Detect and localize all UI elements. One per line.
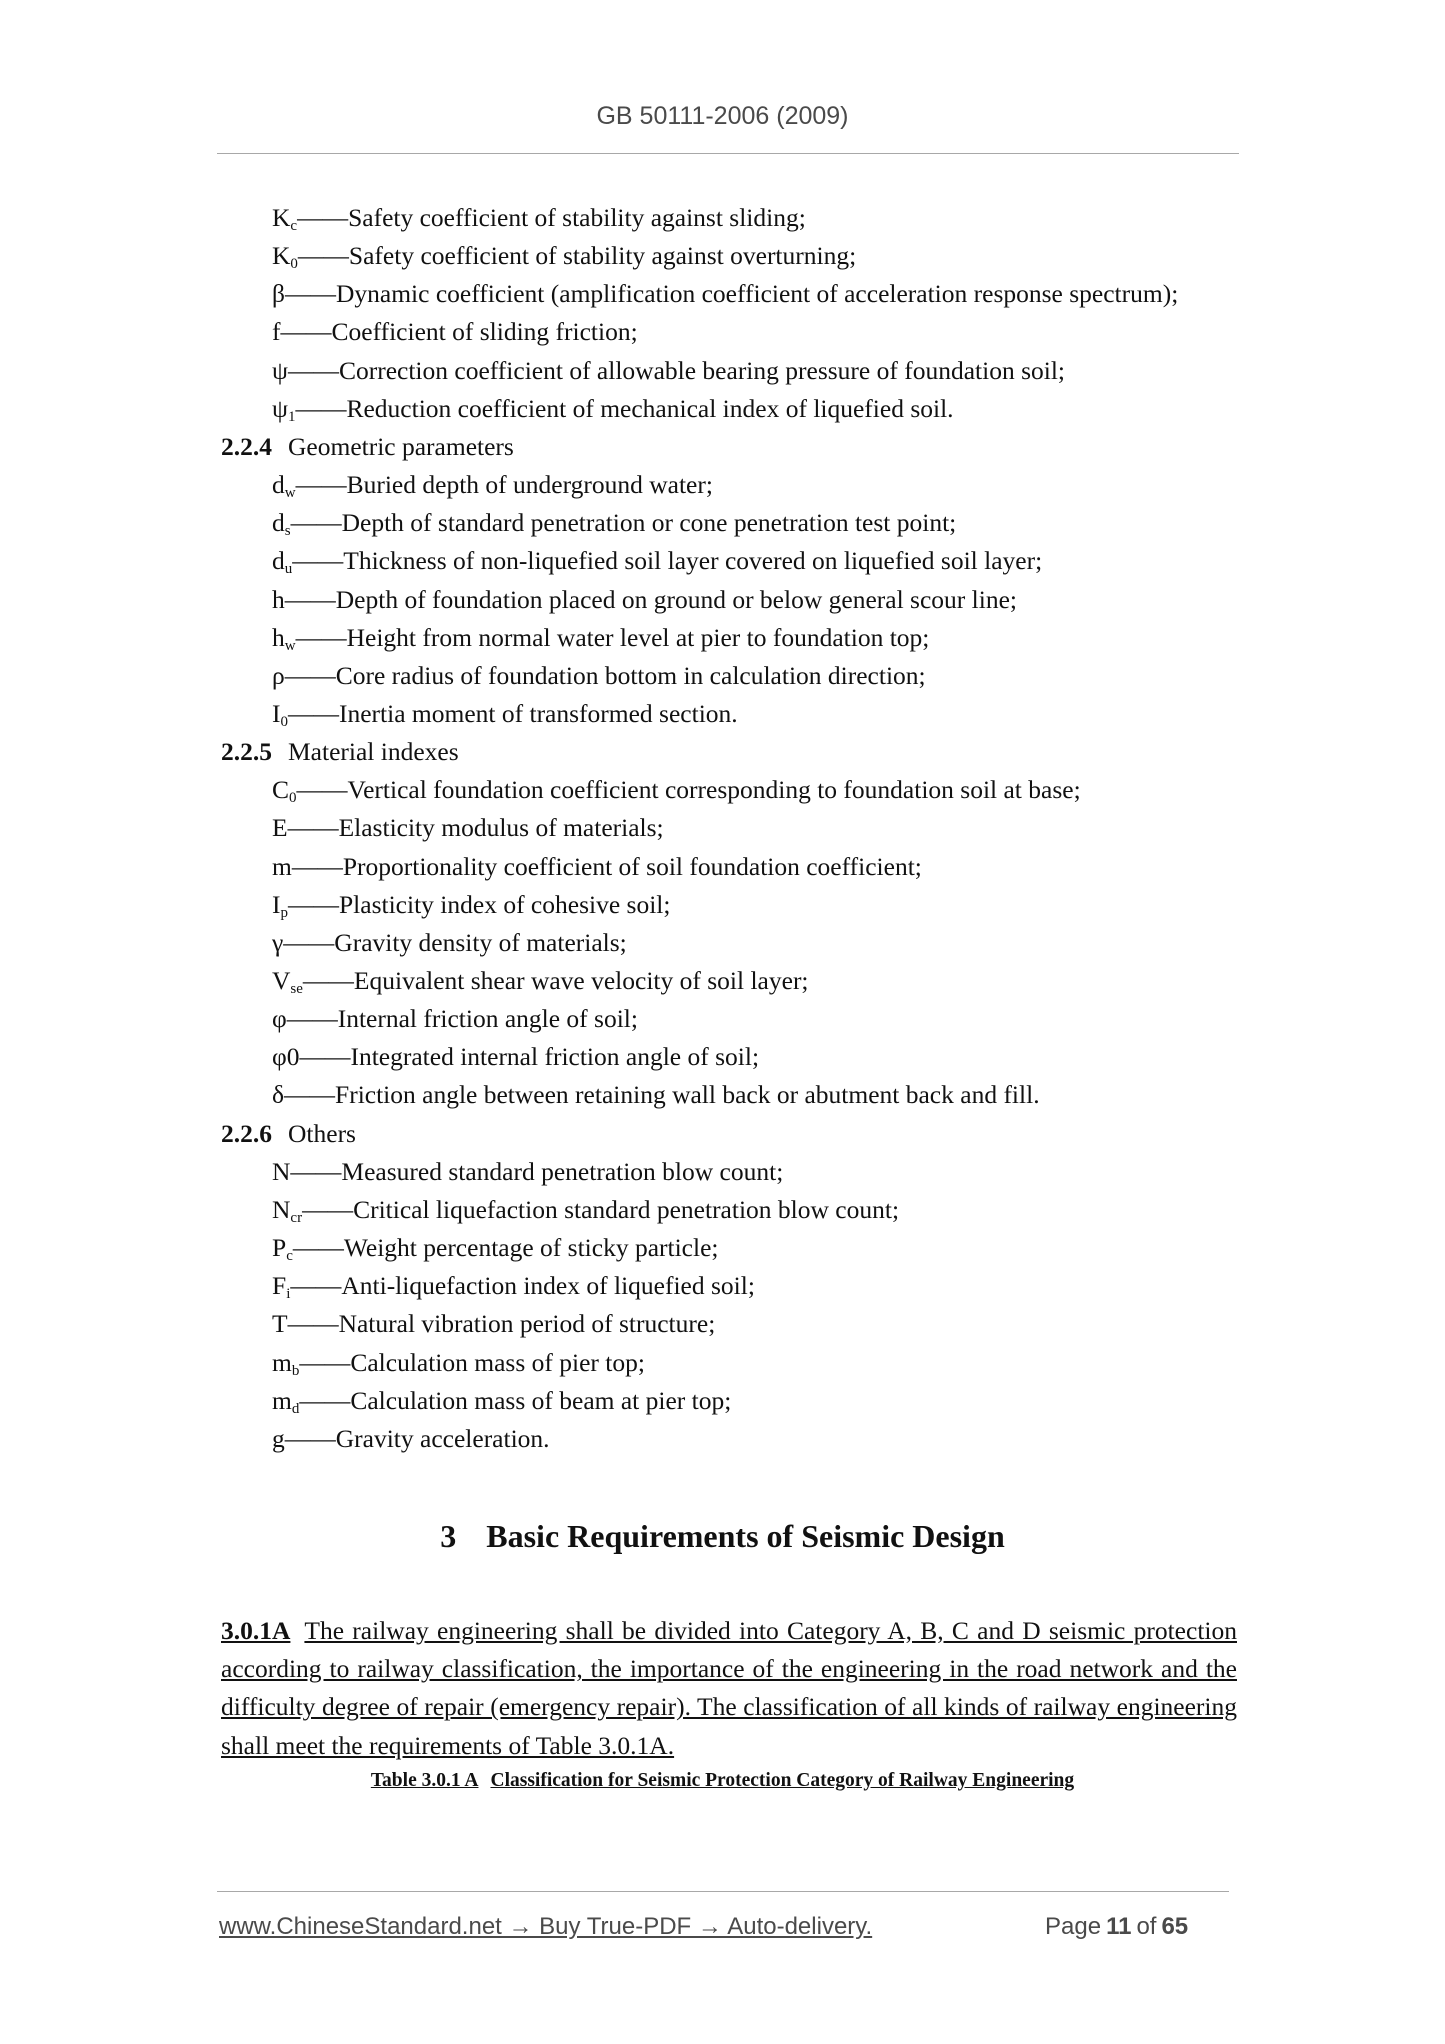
definition-text: Height from normal water level at pier to foundation top; bbox=[346, 622, 930, 652]
definition-text: Depth of standard penetration or cone penetration test point; bbox=[341, 508, 957, 538]
symbol-definition bbox=[272, 585, 1017, 615]
symbol-subscript: d bbox=[291, 1400, 300, 1417]
clause-number: 3.0.1A bbox=[221, 1616, 291, 1645]
symbol-subscript: 0 bbox=[289, 790, 297, 807]
symbol: φ bbox=[272, 1004, 287, 1034]
symbol-definition bbox=[272, 966, 809, 996]
definition-text: Internal friction angle of soil; bbox=[337, 1004, 638, 1034]
table-number: Table 3.0.1 A bbox=[370, 1770, 479, 1791]
section-heading bbox=[221, 1119, 356, 1149]
page-label: Page bbox=[1045, 1913, 1102, 1940]
symbol-subscript: 0 bbox=[290, 256, 298, 273]
symbol-definition bbox=[272, 1271, 755, 1301]
symbol: m bbox=[272, 1347, 292, 1377]
definition-text: Safety coefficient of stability against sliding; bbox=[348, 203, 806, 232]
symbol: N bbox=[272, 1194, 291, 1224]
em-dash-separator: —— bbox=[290, 1271, 342, 1301]
symbol: d bbox=[272, 470, 285, 500]
symbol-definition bbox=[272, 1386, 731, 1416]
em-dash-separator: —— bbox=[284, 1423, 336, 1453]
symbol: d bbox=[272, 508, 285, 538]
em-dash-separator: —— bbox=[284, 279, 336, 309]
symbol-subscript: i bbox=[286, 1286, 291, 1303]
definition-text: Buried depth of underground water; bbox=[346, 470, 713, 500]
em-dash-separator: —— bbox=[302, 966, 354, 995]
symbol: β bbox=[272, 279, 285, 309]
table-title: Classification for Seismic Protection Category of Railway Engineering bbox=[490, 1770, 1075, 1791]
section-title: Geometric parameters bbox=[288, 431, 514, 461]
page-of: of bbox=[1136, 1913, 1157, 1940]
symbol-subscript: s bbox=[284, 523, 291, 540]
clause-3-0-1a bbox=[221, 1612, 1237, 1765]
symbol: ψ bbox=[272, 355, 288, 385]
definition-text: Safety coefficient of stability against overturning; bbox=[348, 241, 857, 271]
symbol-definition bbox=[272, 661, 926, 691]
definition-text: Weight percentage of sticky particle; bbox=[343, 1233, 719, 1263]
em-dash-separator: —— bbox=[295, 470, 347, 500]
symbol-subscript: p bbox=[280, 904, 288, 921]
symbol-definition bbox=[272, 1004, 638, 1034]
definition-text: Anti-liquefaction index of liquefied soil; bbox=[341, 1271, 755, 1301]
definition-text: Coefficient of sliding friction; bbox=[331, 317, 638, 347]
symbol-subscript: u bbox=[284, 561, 293, 578]
symbol: δ bbox=[272, 1080, 285, 1110]
symbol: ρ bbox=[272, 660, 285, 690]
em-dash-separator: —— bbox=[295, 622, 347, 652]
symbol: γ bbox=[272, 927, 284, 957]
symbol-subscript: 1 bbox=[287, 408, 296, 425]
table-caption bbox=[0, 1770, 1445, 1792]
em-dash-separator: —— bbox=[287, 355, 339, 385]
definition-text: Proportionality coefficient of soil foundation coefficient; bbox=[342, 851, 922, 881]
em-dash-separator: —— bbox=[292, 1233, 344, 1263]
symbol: V bbox=[272, 966, 291, 995]
symbol-definition bbox=[272, 1157, 783, 1187]
symbol-definition bbox=[272, 394, 954, 424]
definition-text: Calculation mass of pier top; bbox=[350, 1347, 645, 1377]
symbol: I bbox=[272, 698, 281, 728]
clause-text: The railway engineering shall be divided into Category A, B, C and D seismic protection according to railway classification, the importance of the engineering in the road network and the difficulty degree of repair (emergency repair). The classification of all kinds of railway engineering shall meet the requirements of Table 3.0.1A. bbox=[221, 1616, 1237, 1760]
symbol-subscript: b bbox=[291, 1362, 300, 1379]
em-dash-separator: —— bbox=[284, 1080, 336, 1110]
symbol-definition bbox=[272, 1309, 715, 1339]
em-dash-separator: —— bbox=[288, 889, 339, 919]
definition-text: Correction coefficient of allowable bearing pressure of foundation soil; bbox=[338, 355, 1066, 385]
em-dash-separator: —— bbox=[296, 775, 348, 805]
header-divider bbox=[217, 153, 1239, 154]
symbol: P bbox=[272, 1233, 287, 1263]
definition-text: Dynamic coefficient (amplification coefficient of acceleration response spectrum); bbox=[335, 279, 1179, 309]
symbol: F bbox=[272, 1271, 287, 1301]
section-number: 2.2.5 bbox=[221, 737, 272, 767]
section-heading bbox=[221, 737, 459, 767]
symbol: N bbox=[272, 1156, 291, 1186]
definition-text: Reduction coefficient of mechanical index of liquefied soil. bbox=[346, 393, 954, 423]
chapter-number: 3 bbox=[440, 1518, 457, 1554]
symbol-definition bbox=[272, 1424, 550, 1454]
em-dash-separator: —— bbox=[290, 508, 342, 538]
definition-text: Elasticity modulus of materials; bbox=[338, 813, 664, 843]
em-dash-separator: —— bbox=[299, 1042, 351, 1072]
em-dash-separator: —— bbox=[284, 660, 336, 690]
page-total: 65 bbox=[1161, 1913, 1189, 1940]
definition-text: Gravity acceleration. bbox=[335, 1423, 550, 1453]
definition-text: Equivalent shear wave velocity of soil layer; bbox=[353, 966, 809, 995]
symbol: m bbox=[272, 851, 292, 881]
symbol-subscript: se bbox=[290, 981, 303, 997]
symbol-definition bbox=[272, 852, 922, 882]
em-dash-separator: —— bbox=[287, 813, 339, 843]
em-dash-separator: —— bbox=[297, 241, 349, 271]
definition-text: Inertia moment of transformed section. bbox=[339, 698, 738, 728]
symbol: h bbox=[272, 584, 285, 614]
section-title: Material indexes bbox=[288, 737, 459, 767]
symbol-definition bbox=[272, 775, 1081, 805]
section-number: 2.2.6 bbox=[221, 1118, 272, 1148]
section-heading bbox=[221, 432, 514, 462]
symbol: f bbox=[272, 317, 281, 347]
symbol: d bbox=[272, 546, 285, 576]
definition-text: Vertical foundation coefficient corresponding to foundation soil at base; bbox=[347, 775, 1081, 805]
symbol-definition bbox=[272, 203, 806, 233]
symbol-definition bbox=[272, 241, 856, 271]
symbol-definition bbox=[272, 470, 713, 500]
em-dash-separator: —— bbox=[284, 584, 336, 614]
definition-text: Calculation mass of beam at pier top; bbox=[350, 1385, 732, 1415]
symbol: m bbox=[272, 1385, 292, 1415]
em-dash-separator: —— bbox=[286, 1004, 338, 1034]
em-dash-separator: —— bbox=[295, 393, 347, 423]
symbol-definition bbox=[272, 508, 956, 538]
symbol-definition bbox=[272, 1080, 1040, 1110]
page-current: 11 bbox=[1106, 1913, 1132, 1940]
section-title: Others bbox=[288, 1118, 356, 1148]
symbol-definition bbox=[272, 1195, 899, 1225]
definition-text: Plasticity index of cohesive soil; bbox=[339, 889, 671, 919]
footer-divider bbox=[217, 1891, 1229, 1892]
em-dash-separator: —— bbox=[287, 1309, 339, 1339]
symbol: K bbox=[272, 241, 291, 271]
symbol-subscript: cr bbox=[290, 1209, 303, 1226]
symbol-subscript: w bbox=[284, 485, 296, 502]
em-dash-separator: —— bbox=[299, 1385, 351, 1415]
em-dash-separator: —— bbox=[290, 1156, 342, 1186]
em-dash-separator: —— bbox=[302, 1194, 354, 1224]
em-dash-separator: —— bbox=[291, 851, 343, 881]
definition-text: Thickness of non-liquefied soil layer covered on liquefied soil layer; bbox=[343, 546, 1043, 576]
symbol: I bbox=[272, 889, 281, 919]
definition-text: Friction angle between retaining wall back or abutment back and fill. bbox=[335, 1080, 1040, 1110]
chapter-title: Basic Requirements of Seismic Design bbox=[486, 1518, 1005, 1554]
em-dash-separator: —— bbox=[280, 317, 332, 347]
symbol-subscript: c bbox=[286, 1248, 293, 1265]
em-dash-separator: —— bbox=[288, 698, 339, 728]
symbol-subscript: 0 bbox=[280, 713, 288, 730]
symbol-definition bbox=[272, 1348, 645, 1378]
symbol-definition bbox=[272, 1233, 718, 1263]
em-dash-separator: —— bbox=[283, 927, 335, 957]
symbol-definition bbox=[272, 1042, 759, 1072]
definition-text: Core radius of foundation bottom in calculation direction; bbox=[335, 660, 926, 690]
symbol-definition bbox=[272, 699, 738, 729]
symbol: E bbox=[272, 813, 288, 843]
em-dash-separator: —— bbox=[292, 546, 344, 576]
definition-text: Measured standard penetration blow count; bbox=[341, 1156, 784, 1186]
symbol-definition bbox=[272, 317, 638, 347]
em-dash-separator: —— bbox=[297, 203, 349, 232]
symbol: K bbox=[272, 203, 291, 232]
definition-text: Natural vibration period of structure; bbox=[338, 1309, 716, 1339]
symbol: C bbox=[272, 775, 290, 805]
buy-pdf-link[interactable]: www.ChineseStandard.net → Buy True-PDF → Auto-delivery. bbox=[219, 1913, 873, 1940]
symbol: ψ bbox=[272, 393, 288, 423]
symbol-definition bbox=[272, 928, 627, 958]
symbol-subscript: c bbox=[290, 218, 298, 234]
section-number: 2.2.4 bbox=[221, 431, 272, 461]
em-dash-separator: —— bbox=[299, 1347, 351, 1377]
document-header-title: GB 50111-2006 (2009) bbox=[596, 102, 849, 130]
symbol: g bbox=[272, 1423, 285, 1453]
definition-text: Critical liquefaction standard penetration blow count; bbox=[353, 1194, 900, 1224]
symbol-definition bbox=[272, 279, 1178, 309]
symbol-definition bbox=[272, 356, 1065, 386]
symbol-definition bbox=[272, 813, 664, 843]
symbol: T bbox=[272, 1309, 288, 1339]
definition-text: Integrated internal friction angle of soil; bbox=[350, 1042, 760, 1072]
page-indicator bbox=[1040, 1913, 1188, 1941]
symbol-definition bbox=[272, 546, 1042, 576]
symbol: φ0 bbox=[272, 1042, 300, 1072]
symbol: h bbox=[272, 622, 285, 652]
symbol-definition bbox=[272, 623, 929, 653]
chapter-heading bbox=[0, 1518, 1445, 1555]
definition-text: Gravity density of materials; bbox=[334, 927, 627, 957]
definition-text: Depth of foundation placed on ground or below general scour line; bbox=[335, 584, 1017, 614]
symbol-definition bbox=[272, 890, 670, 920]
symbol-subscript: w bbox=[284, 637, 296, 654]
